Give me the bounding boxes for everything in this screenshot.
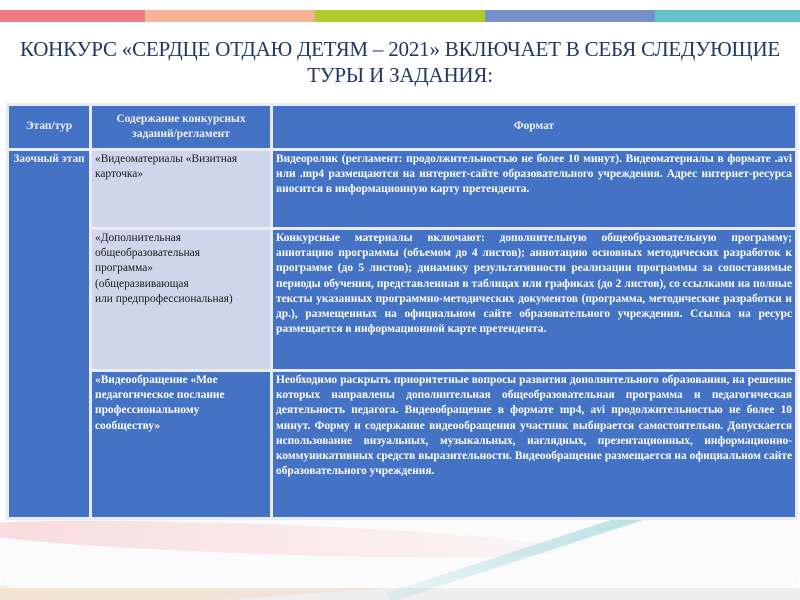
content-cell: «Видеообращение «Мое педагогическое послание профессиональному сообществу»: [92, 372, 270, 517]
header-stage: Этап/тур: [9, 106, 89, 148]
contest-table: [6, 103, 798, 520]
stage-cell: Заочный этап: [9, 151, 89, 517]
content-cell: [92, 230, 270, 369]
header-content: Содержание конкурсных заданий/регламент: [92, 106, 270, 148]
table-header-row: [9, 106, 795, 148]
table-row: [9, 230, 795, 369]
format-cell: Видеоролик (регламент: продолжительностью не более 10 минут). Видеоматериалы в формате .avi или .mp4 размещаются на интернет-сайте образовательного учреждения. Адрес интернет-ресурса вносится в информационную карту претендента.: [273, 151, 795, 227]
bottom-decoration: [0, 520, 800, 600]
title-line-1: КОНКУРС «СЕРДЦЕ ОТДАЮ ДЕТЯМ – 2021» ВКЛЮЧАЕТ В СЕБЯ СЛЕДУЮЩИЕ: [19, 37, 781, 61]
color-stripe: [0, 10, 800, 22]
header-format: Формат: [273, 106, 795, 148]
format-cell: Конкурсные материалы включают: дополнительную общеобразовательную программу; аннотацию программы (объемом до 4 листов); аннотацию основных методических разработок к программе (до 5 листов); динамику результативности реализации программы за сопоставимые периоды обучения, представленная в таблицах или графиках (до 2 листов), со ссылками на полные тексты указанных программно-методических документов (программа, методические разработки и др.), размещенных на официальном сайте образовательного учреждения. Ссылка на ресурс размещается в информационной карте претендента.: [273, 230, 795, 369]
content-line: общеобразовательная: [95, 247, 200, 260]
title-line-2: ТУРЫ И ЗАДАНИЯ:: [307, 63, 493, 87]
table-row: [9, 372, 795, 517]
stripe-segment-blue: [485, 10, 655, 22]
content-line: «Дополнительная: [95, 232, 181, 244]
format-cell: Необходимо раскрыть приоритетные вопросы развития дополнительного образования, на решение которых направлены дополнительная общеобразовательная программа и педагогическая деятельность педагога. Видеообращение в формате mp4, avi продолжительностью не более 10 минут. Форму и содержание видеообращения участник выбирается самостоятельно. Допускается использование визуальных, музыкальных, наглядных, презентационных, информационно-коммуникативных средств выразительности. Видеообращение размещается на официальном сайте образовательного учреждения.: [273, 372, 795, 517]
stripe-segment-green: [315, 10, 485, 22]
content-cell: «Видеоматериалы «Визитная карточка»: [92, 151, 270, 227]
stripe-segment-peach: [145, 10, 315, 22]
content-line: или предпрофессиональная): [95, 292, 233, 305]
stripe-segment-red: [0, 10, 145, 22]
table-row: [9, 151, 795, 227]
content-line: (общеразвивающая: [95, 277, 189, 290]
stripe-segment-teal: [655, 10, 800, 22]
content-line: программа»: [95, 262, 153, 275]
slide-title: [0, 36, 800, 88]
